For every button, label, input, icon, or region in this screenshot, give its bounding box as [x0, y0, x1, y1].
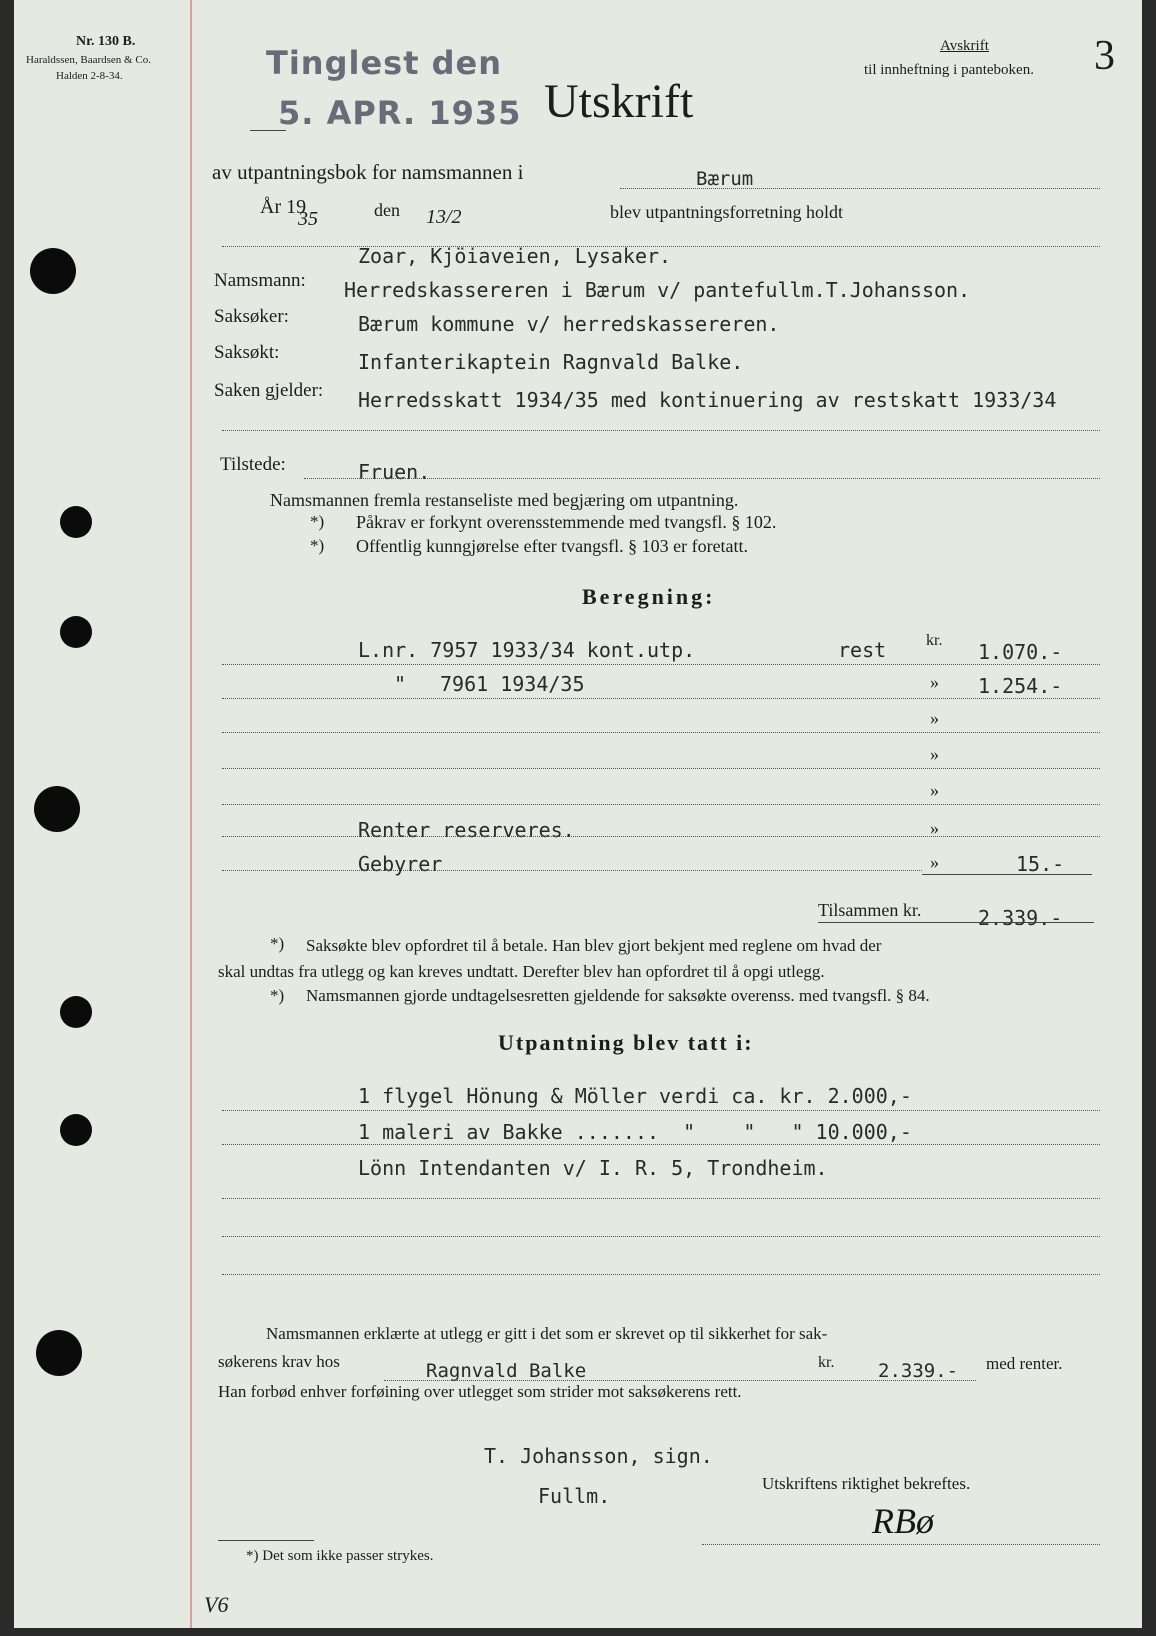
declaration-line-1: Namsmannen erklærte at utlegg er gitt i det som er skrevet op til sikkerhet for sak- [266, 1324, 828, 1343]
avskrift-subtitle: til innheftning i panteboken. [864, 62, 1034, 78]
guillemet: » [930, 708, 939, 728]
guillemet: » [930, 852, 939, 872]
punch-hole [30, 248, 76, 294]
declaration-line-3: Han forbød enhver forføining over utlegget som strider mot saksøkerens rett. [218, 1382, 742, 1401]
printer-place: Halden 2-8-34. [56, 70, 123, 82]
avskrift-label: Avskrift [940, 38, 989, 54]
saken-label: Saken gjelder: [214, 380, 324, 401]
guillemet: » [930, 818, 939, 838]
municipality: Bærum [696, 168, 754, 190]
punch-hole [34, 786, 80, 832]
utpantning-heading: Utpantning blev tatt i: [498, 1030, 754, 1055]
guillemet: » [930, 780, 939, 800]
dotted-line [222, 836, 1100, 837]
tilstede-line2: Påkrav er forkynt overensstemmende med tvangsfl. § 102. [356, 512, 777, 532]
dotted-line [702, 1544, 1100, 1545]
seized-item-3: Lönn Intendanten v/ I. R. 5, Trondheim. [358, 1156, 828, 1180]
location: Zoar, Kjöiaveien, Lysaker. [358, 244, 672, 268]
dotted-line [222, 1198, 1100, 1199]
guillemet: » [930, 744, 939, 764]
intro-label: av utpantningsbok for namsmannen i [212, 160, 524, 184]
declaration-line-2-start: søkerens krav hos [218, 1352, 340, 1371]
dotted-line [222, 698, 1100, 699]
note-1-line-1: Saksøkte blev opfordret til å betale. Han blev gjort bekjent med reglene om hvad der [306, 936, 882, 955]
dotted-line [620, 188, 1100, 189]
dotted-line [222, 732, 1100, 733]
page-number: 3 [1094, 33, 1115, 79]
dotted-line [222, 768, 1100, 769]
kr-label: kr. [926, 632, 943, 649]
renter-text: Renter reserveres. [358, 818, 575, 842]
dotted-line [304, 478, 1100, 479]
footnote-marker: *) [270, 934, 285, 953]
footnote-marker: *) [310, 536, 325, 555]
year-value: 35 [298, 208, 318, 230]
total-underline [818, 922, 1094, 923]
tilstede-line3: Offentlig kunngjørelse efter tvangsfl. § 103 er foretatt. [356, 536, 749, 556]
kr-label: kr. [818, 1354, 835, 1371]
saksokt-value: Infanterikaptein Ragnvald Balke. [358, 350, 744, 374]
punch-hole [60, 616, 92, 648]
debtor-name: Ragnvald Balke [426, 1360, 587, 1382]
gebyrer-text: Gebyrer [358, 852, 443, 876]
calc-row-2-amount: 1.254.- [978, 674, 1063, 698]
total-amount: 2.339.- [978, 906, 1063, 930]
dotted-line [222, 664, 1100, 665]
saken-value: Herredsskatt 1934/35 med kontinuering av restskatt 1933/34 [358, 388, 1057, 412]
dotted-line [222, 430, 1100, 431]
footnote-rule [218, 1540, 314, 1541]
dotted-line [222, 1274, 1100, 1275]
dotted-line [222, 804, 1100, 805]
certify-text: Utskriftens riktighet bekreftes. [762, 1474, 971, 1493]
tilstede-line1: Namsmannen fremla restanseliste med begjæring om utpantning. [270, 490, 739, 510]
footnote-marker: *) [310, 512, 325, 531]
handwritten-signature: RBø [872, 1501, 934, 1541]
held-label: blev utpantningsforretning holdt [610, 202, 843, 222]
stamp-underline [250, 130, 286, 131]
total-label: Tilsammen kr. [818, 900, 922, 920]
punch-hole [60, 1114, 92, 1146]
punch-hole [36, 1330, 82, 1376]
declaration-line-2-end: med renter. [986, 1354, 1063, 1373]
saksoker-label: Saksøker: [214, 306, 289, 327]
note-1-line-2: skal undtas fra utlegg og kan kreves undtatt. Derefter blev han opfordret til å opgi utlegg. [218, 962, 825, 981]
document-page [14, 0, 1142, 1628]
footnote-text: *) Det som ikke passer strykes. [246, 1548, 434, 1564]
margin-rule [190, 0, 192, 1628]
sum-rule [922, 874, 1092, 875]
punch-hole [60, 506, 92, 538]
dotted-line [222, 1236, 1100, 1237]
date-value: 13/2 [426, 206, 462, 228]
namsmann-value: Herredskassereren i Bærum v/ pantefullm.T.Johansson. [344, 278, 971, 302]
saksoker-value: Bærum kommune v/ herredskassereren. [358, 312, 780, 336]
document-title: Utskrift [544, 75, 694, 128]
tilstede-value: Fruen. [358, 460, 431, 484]
footnote-marker: *) [270, 986, 285, 1005]
form-number: Nr. 130 B. [76, 34, 136, 49]
calc-row-1-text: L.nr. 7957 1933/34 kont.utp. [358, 638, 696, 662]
registration-stamp-date: 5. APR. 1935 [278, 94, 522, 132]
guillemet: » [930, 672, 939, 692]
signer-name: T. Johansson, sign. [484, 1444, 713, 1468]
calc-row-2-text: 7961 1934/35 [440, 672, 585, 696]
den-label: den [374, 200, 400, 220]
seized-item-1: 1 flygel Hönung & Möller verdi ca. kr. 2.000,- [358, 1084, 912, 1108]
dotted-line [222, 1144, 1100, 1145]
note-2: Namsmannen gjorde undtagelsesretten gjeldende for saksøkte overenss. med tvangsfl. § 84. [306, 986, 930, 1005]
dotted-line [222, 1110, 1100, 1111]
beregning-heading: Beregning: [582, 584, 716, 609]
calc-row-1-rest: rest [838, 638, 887, 662]
registration-stamp-title: Tinglest den [266, 44, 503, 82]
namsmann-label: Namsmann: [214, 270, 306, 291]
signer-title: Fullm. [538, 1484, 611, 1508]
year-label: År 19 [260, 196, 307, 218]
punch-hole [60, 996, 92, 1028]
seized-item-2: 1 maleri av Bakke ....... " " " 10.000,- [358, 1120, 912, 1144]
corner-note: V6 [204, 1592, 229, 1617]
saksokt-label: Saksøkt: [214, 342, 280, 363]
gebyrer-amount: 15.- [1016, 852, 1065, 876]
dotted-line [222, 870, 922, 871]
calc-row-2-ditto: " [394, 672, 407, 696]
declaration-amount: 2.339.- [878, 1360, 959, 1382]
calc-row-1-amount: 1.070.- [978, 640, 1063, 664]
printer-name: Haraldssen, Baardsen & Co. [26, 54, 151, 66]
tilstede-label: Tilstede: [220, 454, 286, 475]
dotted-line [384, 1380, 976, 1381]
